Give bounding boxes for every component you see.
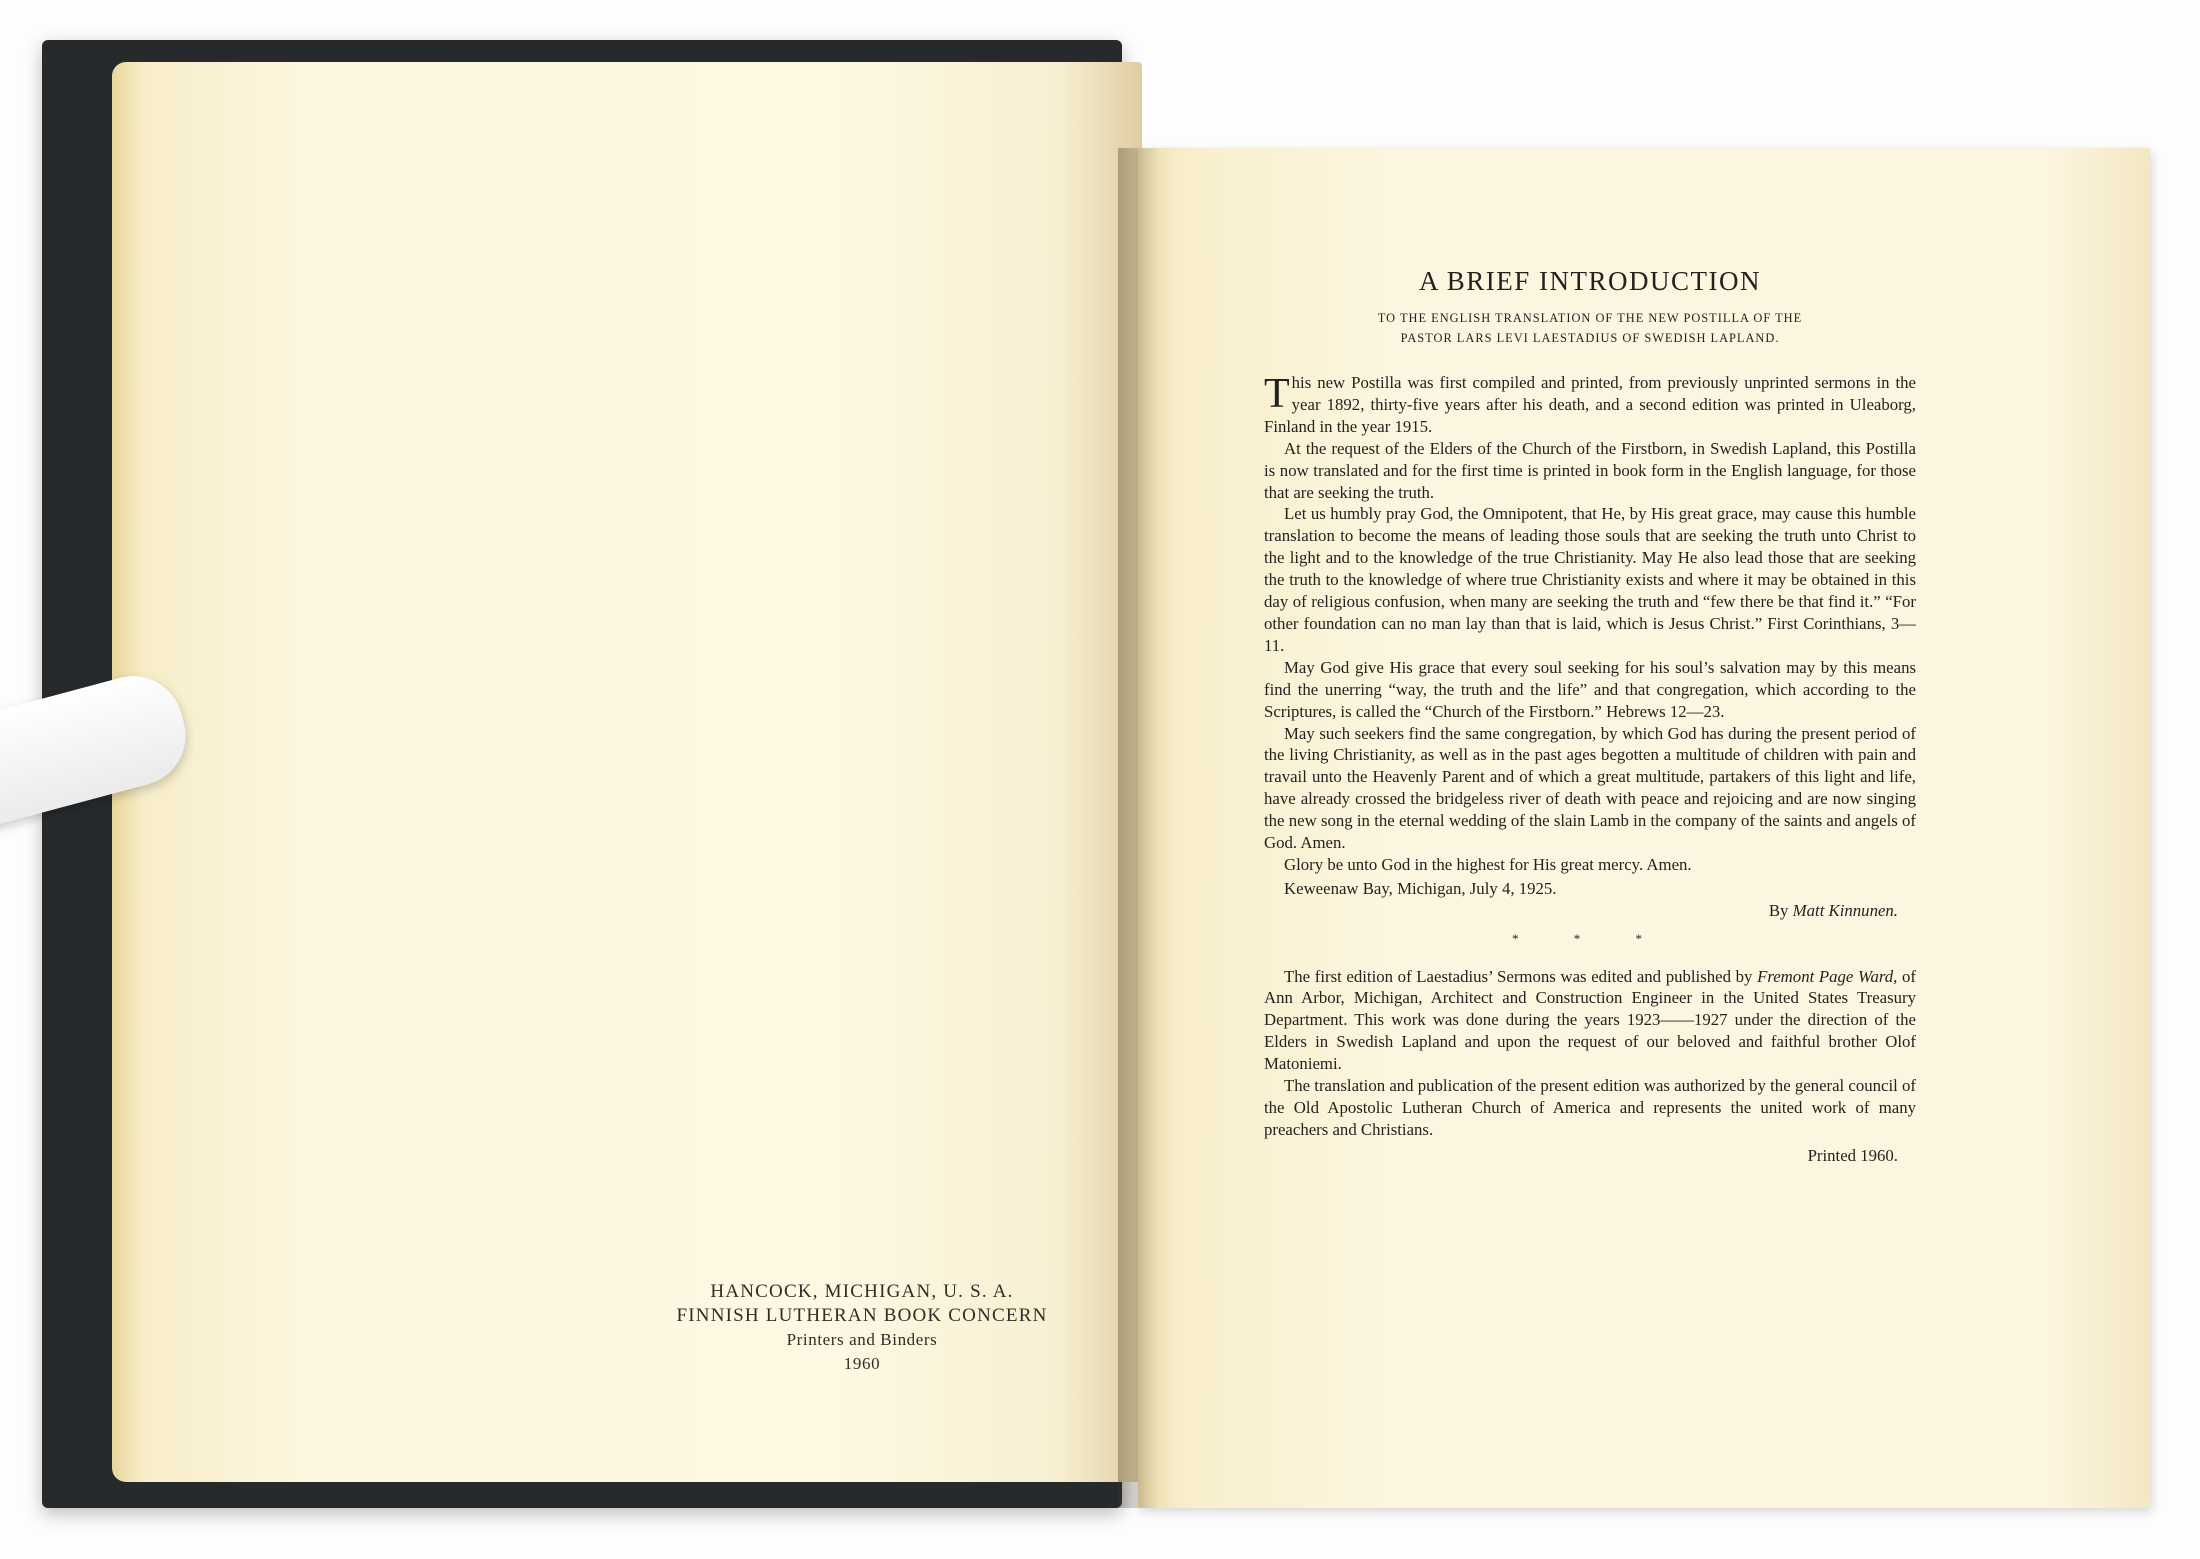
page-subtitle xyxy=(1264,308,1916,348)
note1-name: Fremont Page Ward, xyxy=(1757,966,1898,986)
note1-prefix: The first edition of Laestadius’ Sermons was edited and published by xyxy=(1284,966,1753,986)
signature xyxy=(1264,900,1916,922)
paragraph-2: At the request of the Elders of the Church of the Firstborn, in Swedish Lapland, this Postilla is now translated and for the first time is printed in book form in the English language, for those that are seeking the truth. xyxy=(1264,438,1916,502)
paragraph-1 xyxy=(1264,372,1916,438)
signature-name: Matt Kinnunen. xyxy=(1792,900,1898,920)
gutter-shadow xyxy=(1118,148,1158,1508)
subtitle-line-2: PASTOR LARS LEVI LAESTADIUS OF SWEDISH LAPLAND. xyxy=(1400,331,1780,345)
dateline: Keweenaw Bay, Michigan, July 4, 1925. xyxy=(1284,878,1557,898)
imprint-year: 1960 xyxy=(843,1354,881,1373)
left-page xyxy=(112,62,1142,1482)
imprint-location: HANCOCK, MICHIGAN, U. S. A. xyxy=(710,1281,1014,1302)
printed-year: Printed 1960. xyxy=(1807,1145,1898,1165)
subtitle-line-1: TO THE ENGLISH TRANSLATION OF THE NEW POSTILLA OF THE xyxy=(1377,311,1803,325)
introduction-text xyxy=(1264,264,1916,1167)
paragraph-6: Glory be unto God in the highest for His great mercy. Amen. xyxy=(1284,854,1692,874)
signature-prefix: By xyxy=(1768,900,1789,920)
note1-rest: of Ann Arbor, Michigan, Architect and Construction Engineer in the United States Treasury Department. This work was done during the years 1923——1927 under the direction of the Elders in Swedish Lapland and upon the request of our beloved and faithful brother Olof Matoniemi. xyxy=(1264,966,1916,1074)
imprint-role: Printers and Binders xyxy=(786,1330,938,1349)
imprint-publisher: FINNISH LUTHERAN BOOK CONCERN xyxy=(676,1305,1048,1326)
note-paragraph-2: The translation and publication of the present edition was authorized by the general council of the Old Apostolic Lutheran Church of America and represents the united work of many preachers and Christians. xyxy=(1264,1076,1916,1139)
note-paragraph-1 xyxy=(1264,966,1916,1076)
paragraph-5: May such seekers find the same congregation, by which God has during the present period of the living Christianity, as well as in the past ages begotten a multitude of children with pain and travail unto the Heavenly Parent and of which a great multitude, partakers of this light and life, have already crossed the bridgeless river of death with peace and rejoicing and are now singing the new song in the eternal wedding of the slain Lamb in the company of the saints and angels of God. Amen. xyxy=(1264,723,1916,853)
paragraph-1-text: his new Postilla was first compiled and printed, from previously unprinted sermons in the year 1892, thirty-five years after his death, and a second edition was printed in Uleaborg, Finland in the year 1915. xyxy=(1264,373,1916,436)
section-divider-stars: * * * xyxy=(1512,930,1668,946)
paragraph-3: Let us humbly pray God, the Omnipotent, that He, by His great grace, may cause this humble translation to become the means of leading those souls that are seeking the truth unto Christ to the light and to the knowledge of the true Christianity. May He also lead those that are seeking the truth to the knowledge of where true Christianity exists and where it may be obtained in this day of religious confusion, when many are seeking the truth and “few there be that find it.” “For other foundation can no man lay than that is laid, which is Jesus Christ.” First Corinthians, 3—11. xyxy=(1264,504,1916,655)
page-title: A BRIEF INTRODUCTION xyxy=(1418,266,1761,296)
paragraph-4: May God give His grace that every soul seeking for his soul’s salvation may by this means find the unerring “way, the truth and the life” and that congregation, which according to the Scriptures, is called the “Church of the Firstborn.” Hebrews 12—23. xyxy=(1264,657,1916,721)
publisher-imprint xyxy=(542,1280,1182,1376)
drop-cap: T xyxy=(1264,371,1290,417)
